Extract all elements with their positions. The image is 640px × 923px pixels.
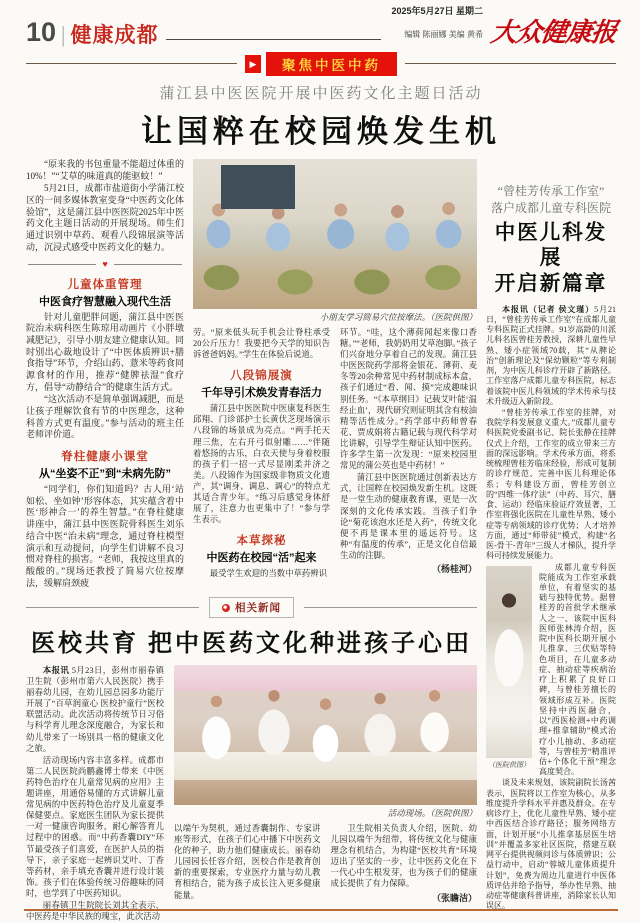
section2-subhead: 从“坐姿不正”到“未病先防”: [39, 468, 171, 481]
section1-subhead: 中医食疗智慧融入现代生活: [39, 295, 171, 308]
issue-date: 2025年5月27日 星期二: [391, 6, 483, 17]
red-dot-icon: [222, 604, 230, 612]
main-article-byline: （杨桂河）: [431, 563, 477, 574]
related-divider-line-left: [26, 607, 199, 608]
header-rule: [166, 39, 381, 40]
ornament-divider: [28, 260, 182, 269]
ceremony-photo: [486, 566, 532, 758]
right-kicker-line2: 落户成都儿童专科医院: [490, 201, 611, 216]
related-divider-line-right: [304, 607, 477, 608]
mid-subcolumn-a: [193, 327, 330, 579]
ornament-line-right: [114, 264, 182, 265]
right-paragraph-1-text: 5月21日，“曾桂芳传承工作室”在成都儿童专科医院正式挂牌。91岁高龄的川派儿科名医曾桂芳教授，深耕儿童性早熟、矮小症领域70载，其“从脾论治”创新理论及“保幼颗粒”等专利制剂，为中医儿科诊疗开辟了新路径。工作室落户成都儿童专科医院，标志着该院中医儿科领域的学术传承与技术升级迈入新阶段。: [486, 304, 616, 406]
banner-label: 聚焦中医中药: [266, 52, 397, 76]
section3-paragraph-1: 蒲江县中医医院中医康复科医生邱翔、门诊部护士长黄伏芝现场演示八段锦的场景成为亮点。“两手托天理三焦，左右开弓似射雕……”伴随着悠扬的古乐，白衣天使与身着校服的孩子们一招一式尽显刚柔并济之美。八段锦作为国家级非物质文化遗产，其“调身、调息、调心”的特点尤其适合青少年。“练习后感觉身体舒展了，注意力也更集中了！”参与学生表示。: [193, 404, 330, 525]
main-article-col1: [26, 159, 184, 589]
related-divider: [26, 597, 477, 618]
related-paragraph-5: 卫生院相关负责人介绍，医院、幼儿园以端午为纽带，将传统文化与健康理念有机结合，为构建“医校共育”环境迈出了坚实的一步，让中医药文化在下一代心中生根发芽，也为孩子们的健康成长提供了有力保障。: [330, 824, 477, 889]
classroom-photo-caption: 小朋友学习简易穴位按摩法。（医院供图）: [319, 312, 477, 322]
heart-ornament-icon: ♥: [102, 258, 108, 269]
newspaper-masthead: 大众健康报: [489, 18, 619, 47]
intro-paragraph-1: “原来我的书包重量不能超过体重的10%！”“艾草的味道真的能驱蚊！”: [26, 159, 184, 181]
related-subcolumns: [174, 823, 477, 923]
page-content: [26, 159, 616, 923]
date-block: [391, 0, 483, 44]
related-subcolumn-a: [174, 823, 321, 923]
section2-paragraph-1: “同学们，你们知道吗？古人用‘站如松、坐如钟’形容体态，其实蕴含着中医‘形神合一’的养生智慧。”在脊柱健康讲座中，蒲江县中医医院骨科医生刘乐结合中医“治未病”理念，通过脊柱模型演示和互动提问，向学生们讲解不良习惯对脊柱的损害。“老师，我按这里真的酸酸的。”现场还教授了简易穴位按摩法，缓解肩颈疲: [26, 484, 184, 588]
related-lead: 本报讯: [42, 666, 70, 675]
section4-continuation: 环节。“哇，这个薄荷闻起来像口香糖。”“老师，我奶奶用艾草泡脚。”孩子们兴奋地分享着自己的发现。蒲江县中医医院药学部将金银花、薄荷、麦冬等20余种常见中药材制成标本盒，孩子们通过“看、闻、摸”完成趣味识别任务。“《本草纲目》记载艾叶能‘温经止血’，现代研究则证明其含有桉油精等活性成分。”药学部中药师曾春花、贾成娟将古籍记载与现代科学对比讲解，引导学生辩证认知中医药。许多学生第一次发现：“原来校园里常见的蒲公英也是中药材！”: [340, 328, 477, 471]
section1-paragraph-1: 针对儿童肥胖问题，蒲江县中医医院治未病科医生陈琼用动画片《小胖墩减肥记》，引导小朋友建立健康认知。同时别出心裁地设计了“中医体质辨识+膳食指导”环节，介绍山药、薏米等药食同源食材的作用，推荐“健脾祛湿”食疗方，倡导“动静结合”的健康生活方式。: [26, 311, 184, 392]
section1-paragraph-2: “这次活动不是简单强调减肥，而是让孩子理解饮食有节的中医理念，这种科普方式更有温度。”参与活动的班主任老师评价道。: [26, 394, 184, 440]
play-arrow-icon: ▶: [245, 55, 261, 73]
right-article: [486, 159, 616, 923]
related-label: 相关新闻: [235, 603, 281, 614]
main-article-closing: 蒲江县中医医院通过创新表达方式，让国粹在校园焕发新生机。这既是一堂生动的健康教育课，更是一次深刻的文化传承实践。当孩子们争论“菊花该泡水还是入药”，传统文化便不再是课本里的遥远符号。这种“有温度的传承”，正是文化自信最生动的注脚。: [340, 473, 477, 560]
section3-subhead: 千年导引术焕发青春活力: [201, 387, 322, 400]
mid-subcolumn-b: [340, 327, 477, 579]
right-kicker-line1: “曾桂芳传承工作室”: [497, 184, 605, 198]
section4-paragraph-1: 最受学生欢迎的当数中草药辨识: [209, 569, 328, 579]
right-article-lead: 本报讯（记者 侯文瑾）: [502, 304, 595, 314]
section4-head: 本草探秘: [236, 535, 287, 548]
right-article-text: [486, 305, 616, 923]
right-headline-line1: 中医儿科发展: [494, 221, 608, 270]
page-number: 10: [26, 17, 57, 47]
right-article-headline: [486, 221, 616, 298]
section3-head: 八段锦展演: [230, 370, 293, 383]
focus-banner: [26, 52, 616, 74]
right-paragraph-4: 谈及未来规划，该院副院长汤茜表示，医院将以工作室为核心，从多维度提升学科水平并惠及群众。在专病诊疗上，优化儿童性早熟、矮小症中西医结合诊疗路径；服务网络方面，计划开展“小儿推拿基层医生培训”并覆盖多家社区医院，搭建互联网平台提供视频问诊与体质辨识；公益行动中，启动“蓉城儿童体质提升计划”，免费为周边儿童进行中医体质评估并给予指导，举办性早熟、抽动症等健康科普讲座，消除家长认知误区。: [486, 778, 616, 911]
right-headline-line2: 开启新篇章: [494, 273, 608, 296]
main-article-body: [26, 159, 477, 589]
mid-subcolumns: [193, 327, 477, 579]
related-paragraph-1: [26, 665, 164, 754]
page-header: [26, 6, 619, 47]
related-byline: （张瞻洁）: [431, 892, 477, 903]
banner-center: [237, 52, 405, 76]
related-headline: 医校共育 把中医药文化种进孩子心田: [31, 631, 472, 657]
related-paragraph-4: 以端午为契机，通过香囊制作、专家讲座等形式，在孩子们心中播下中医药文化的种子，助力他们健康成长。丽春幼儿园园长任容介绍，医校合作是教育创新的重要探索，专业医疗力量与幼儿教育相结合，能为孩子成长注入更多健康能量。: [174, 824, 321, 900]
classroom-photo: [193, 159, 477, 309]
related-paragraph-1-text: 5月23日，彭州市丽春镇卫生院（彭州市第六人民医院）携手丽春幼儿园，在幼儿园总园多功能厅开展了“百草润童心 医校护童行”医校联盟活动。此次活动将传统节日习俗与科学育儿理念深度融合，为家长和幼儿带来了一场别具一格的健康文化之旅。: [26, 666, 164, 753]
right-article-kicker: [486, 183, 616, 218]
header-divider: |: [61, 22, 66, 47]
related-paragraph-3: 丽春镇卫生院院长刘其全表示，中医药是中华民族的瑰宝，此次活动: [26, 900, 164, 922]
section1-head: 儿童体重管理: [67, 278, 143, 291]
right-paragraph-1: [486, 305, 616, 407]
right-paragraph-2: “曾桂芳传承工作室的挂牌，对我院学科发展意义重大。”成都儿童专科医院党委副书记、院长张静在挂牌仪式上介绍，工作室的成立带来三方面的深远影响。学术传承方面，将系统梳理曾桂芳临床经验，形成可复制的诊疗规范、完善中医儿科理论体系；专科建设方面，曾桂芳创立的“四维一体疗法”（中药、耳穴、膳食、运动）经临床验证疗效显著，工作室将强化医院在儿童性早熟、矮小症等专病领域的诊疗优势；人才培养方面，通过“师带徒”模式，构建“名医-骨干-青年”三级人才梯队，提升学科可持续发展能力。: [486, 408, 616, 561]
related-col1: [26, 665, 164, 923]
footer-rule: [24, 909, 618, 911]
intro-paragraph-2: 5月21日，成都市盐道街小学蒲江校区的一间多媒体教室变身“中医药文化体验馆”，这是蒲江县中医医院2025年中医药文化主题日活动的开展现场。师生们通过识别中草药、观看八段锦展演等活动，沉浸式感受中医药文化的魅力。: [26, 183, 184, 252]
main-article-kicker: 蒲江县中医医院开展中医药文化主题日活动: [159, 86, 483, 102]
main-article-col2: [193, 159, 477, 589]
activity-photo-caption: 活动现场。（医院供图）: [387, 808, 477, 818]
ornament-line-left: [28, 264, 96, 265]
ceremony-photo-caption: （医院供图）: [488, 760, 530, 769]
activity-photo: [174, 665, 477, 805]
section2-head: 脊柱健康小课堂: [61, 451, 149, 464]
related-body: [26, 665, 477, 923]
section4-subhead: 中医药在校园“活”起来: [206, 552, 317, 565]
related-right: [174, 665, 477, 923]
section2-continuation: 劳。“原来低头玩手机会让脊柱承受20公斤压力！我要把今天学的知识告诉爸爸妈妈。”学生在体验后说道。: [193, 328, 330, 360]
editors-line: 编辑 陈丽娜 美编 黄希: [404, 29, 483, 39]
main-article-headline: 让国粹在校园焕发生机: [141, 114, 501, 149]
right-paragraph-3: 成都儿童专科医院能成为工作室承载单位，有着坚实的基础与独特优势。据曾桂芳的首批学术继承人之一、该院中医科医师张林涛介绍，医院中医科长期开展小儿推拿、三伏贴等特色项目，在儿童多动症、抽动症等疾病治疗上积累了良好口碑，与曾桂芳擅长的领域形成互补。医院坚持中西医融合，以“西医检测+中药调理+推拿辅助”模式治疗小儿抽动、多动症等，与曾桂芳“精准评估+个体化干预”理念高度契合。: [539, 562, 616, 777]
related-label-box: [209, 597, 294, 618]
related-article: [26, 597, 477, 923]
section-title: 健康成都: [70, 24, 159, 47]
related-subcolumn-b: [331, 823, 478, 923]
left-region: [26, 159, 477, 923]
related-paragraph-2: 活动现场内容丰富多样。成都市第二人民医院尚鹏鑫博士带来《中医药特色治疗在儿童常见病的应用》主题讲座，用通俗易懂的方式讲解儿童常见病的中医药特色治疗及儿童夏季保健要点。家庭医生团队为家长提供一对一健康咨询服务，耐心解答育儿过程中的困惑。而“中药香囊DIY”环节最受孩子们喜爱，在医护人员的指导下，亲子家庭一起辨识艾叶、丁香等药材，亲手填充香囊并进行设计装饰。孩子们在体验传统习俗趣味的同时，也学到了中医药知识。: [26, 755, 164, 898]
